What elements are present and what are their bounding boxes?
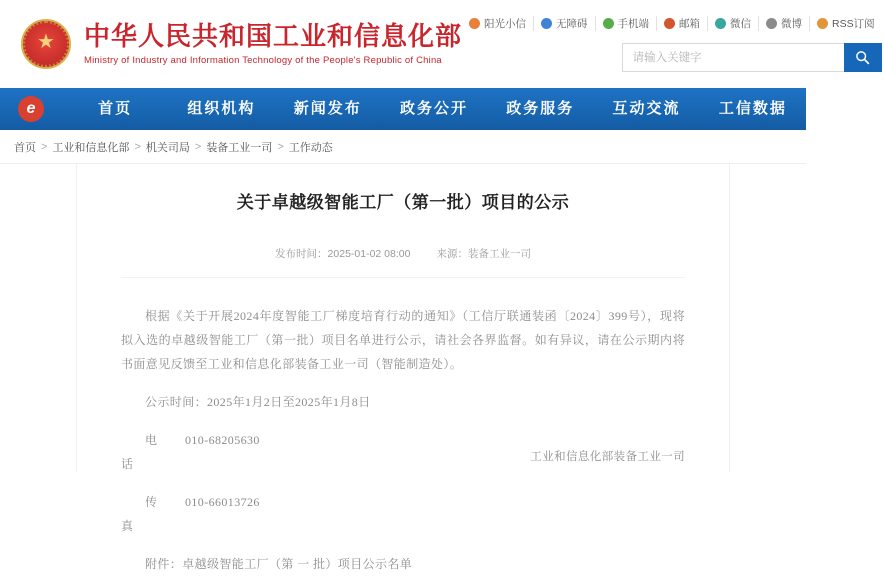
article-signature: 工业和信息化部装备工业一司 (530, 451, 685, 463)
breadcrumb-separator-icon: > (134, 141, 141, 153)
nav-item-gov-disclosure[interactable]: 政务公开 (399, 100, 468, 117)
breadcrumb (0, 130, 806, 164)
nav-items (62, 88, 806, 130)
search-bar (622, 43, 882, 72)
breadcrumb-item-equipment-dept[interactable]: 装备工业一司 (206, 142, 273, 154)
top-links (462, 16, 882, 31)
breadcrumb-item-departments[interactable]: 机关司局 (145, 142, 190, 154)
breadcrumb-separator-icon: > (277, 141, 284, 153)
top-link-label: 邮箱 (679, 18, 701, 30)
mobile-dot-icon (603, 18, 614, 29)
search-button[interactable] (844, 43, 882, 72)
site-title-en: Ministry of Industry and Information Technology of the People's Republic of China (84, 55, 442, 67)
site-title-block (84, 22, 462, 67)
attachment-link[interactable]: 附件：卓越级智能工厂（第 一 批）项目公示名单 (145, 556, 413, 571)
nav-logo[interactable] (0, 96, 62, 122)
mail-dot-icon (664, 18, 675, 29)
site-title-cn: 中华人民共和国工业和信息化部 (84, 20, 463, 51)
top-link-rss[interactable] (810, 16, 882, 31)
article-body (121, 304, 685, 576)
top-link-mail[interactable] (657, 16, 708, 31)
nav-item-organization[interactable]: 组织机构 (187, 100, 256, 117)
top-link-label: 阳光小信 (484, 18, 527, 30)
rss-dot-icon (817, 18, 828, 29)
top-link-label: 手机端 (617, 18, 650, 30)
notice-period: 公示时间：2025年1月2日至2025年1月8日 (145, 394, 371, 409)
e-gov-icon: e (18, 96, 44, 122)
publish-time: 发布时间：2025-01-02 08:00 (275, 247, 411, 260)
sun-dot-icon (469, 18, 480, 29)
top-link-wechat[interactable] (708, 16, 759, 31)
breadcrumb-item-work-updates[interactable]: 工作动态 (288, 142, 333, 154)
top-link-mobile[interactable] (596, 16, 658, 31)
breadcrumb-separator-icon: > (194, 141, 202, 153)
header-right (462, 16, 884, 72)
contact-phone-value: 010-68205630 (185, 432, 260, 447)
top-link-label: 无障碍 (556, 18, 588, 30)
breadcrumb-item-ministry[interactable]: 工业和信息化部 (52, 142, 130, 154)
contact-fax (121, 490, 685, 538)
nav-item-data[interactable]: 工信数据 (718, 100, 787, 117)
contact-phone-label: 电话 (121, 432, 168, 471)
breadcrumb-separator-icon: > (41, 141, 48, 153)
article-container (76, 164, 730, 571)
accessibility-dot-icon (541, 18, 552, 29)
weibo-dot-icon (766, 18, 777, 29)
wechat-dot-icon (715, 18, 726, 29)
top-link-label: RSS订阅 (832, 18, 875, 30)
breadcrumb-item-home[interactable]: 首页 (14, 142, 36, 154)
top-link-sun[interactable] (462, 16, 534, 31)
main-nav (0, 88, 806, 130)
nav-item-news[interactable]: 新闻发布 (293, 100, 362, 117)
top-link-label: 微信 (730, 18, 752, 30)
contact-fax-label: 传真 (121, 494, 168, 533)
site-header (0, 0, 875, 88)
nav-item-home[interactable]: 首页 (98, 100, 133, 117)
search-icon (855, 50, 870, 65)
contact-fax-value: 010-66013726 (185, 494, 260, 509)
search-input[interactable] (622, 43, 844, 72)
top-link-label: 微博 (781, 18, 803, 30)
nav-item-interaction[interactable]: 互动交流 (612, 100, 681, 117)
nav-item-gov-service[interactable]: 政务服务 (506, 100, 575, 117)
top-link-weibo[interactable] (759, 16, 810, 31)
article-meta (121, 246, 685, 278)
article-title: 关于卓越级智能工厂（第一批）项目的公示 (236, 193, 570, 212)
top-link-accessibility[interactable] (534, 16, 596, 31)
national-emblem-icon: ★ (18, 16, 74, 72)
article-source: 来源：装备工业一司 (436, 247, 531, 260)
article-paragraph: 根据《关于开展2024年度智能工厂梯度培育行动的通知》（工信厅联通装函〔2024〕399号），现将拟入选的卓越级智能工厂（第一批）项目名单进行公示，请社会各界监督。如有异议，请在公示期内将书面意见反馈至工业和信息化部装备工业一司（智能制造处）。 (121, 308, 685, 371)
